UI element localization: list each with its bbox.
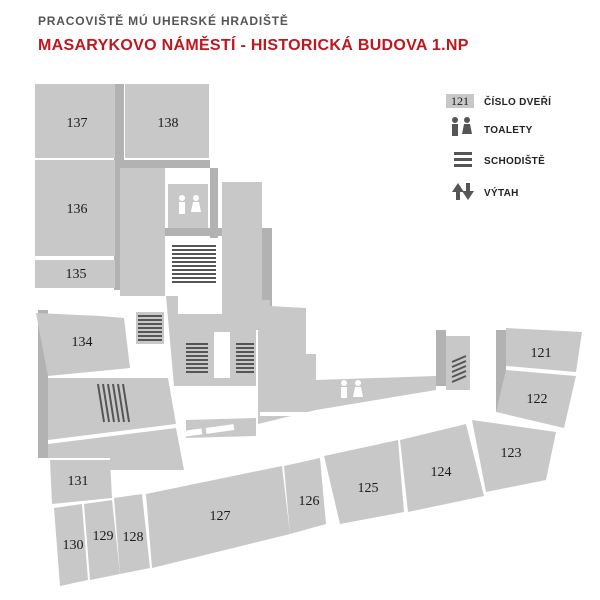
toilet-icon	[452, 117, 472, 136]
room-number-131: 131	[67, 474, 89, 489]
passage-hall	[258, 330, 316, 424]
room-number-125: 125	[357, 481, 379, 496]
legend-toilets-label: TOALETY	[484, 125, 533, 136]
legend-door-label: ČÍSLO DVEŘÍ	[484, 97, 552, 108]
plan-subtitle: PRACOVIŠTĚ MÚ UHERSKÉ HRADIŠTĚ	[38, 14, 289, 28]
room-number-121: 121	[530, 346, 552, 361]
corridor-block	[120, 168, 165, 296]
toilet-block	[168, 184, 208, 228]
plan-title: MASARYKOVO NÁMĚSTÍ - HISTORICKÁ BUDOVA 1.NP	[38, 37, 469, 54]
room-number-127: 127	[209, 509, 231, 524]
legend	[446, 94, 551, 200]
stair-east	[446, 336, 470, 390]
stair-hall	[222, 182, 262, 304]
elevator-icon	[452, 183, 474, 200]
room-number-129: 129	[92, 529, 114, 544]
legend-stairs-label: SCHODIŠTĚ	[484, 156, 546, 167]
room-number-134: 134	[71, 335, 93, 350]
room-number-124: 124	[430, 465, 452, 480]
legend-door-sample: 121	[451, 94, 469, 108]
room-number-136: 136	[66, 202, 88, 217]
room-number-126: 126	[298, 494, 320, 509]
room-number-128: 128	[122, 530, 144, 545]
room-number-123: 123	[500, 446, 522, 461]
room-number-137: 137	[66, 116, 88, 131]
elevator-shaft	[214, 332, 230, 378]
room-number-122: 122	[526, 392, 548, 407]
room-number-135: 135	[65, 267, 87, 282]
room-number-138: 138	[157, 116, 179, 131]
legend-elevator-label: VÝTAH	[484, 188, 519, 199]
stairs-icon	[454, 152, 472, 167]
toilet-area	[316, 376, 436, 410]
room-number-130: 130	[62, 538, 84, 553]
